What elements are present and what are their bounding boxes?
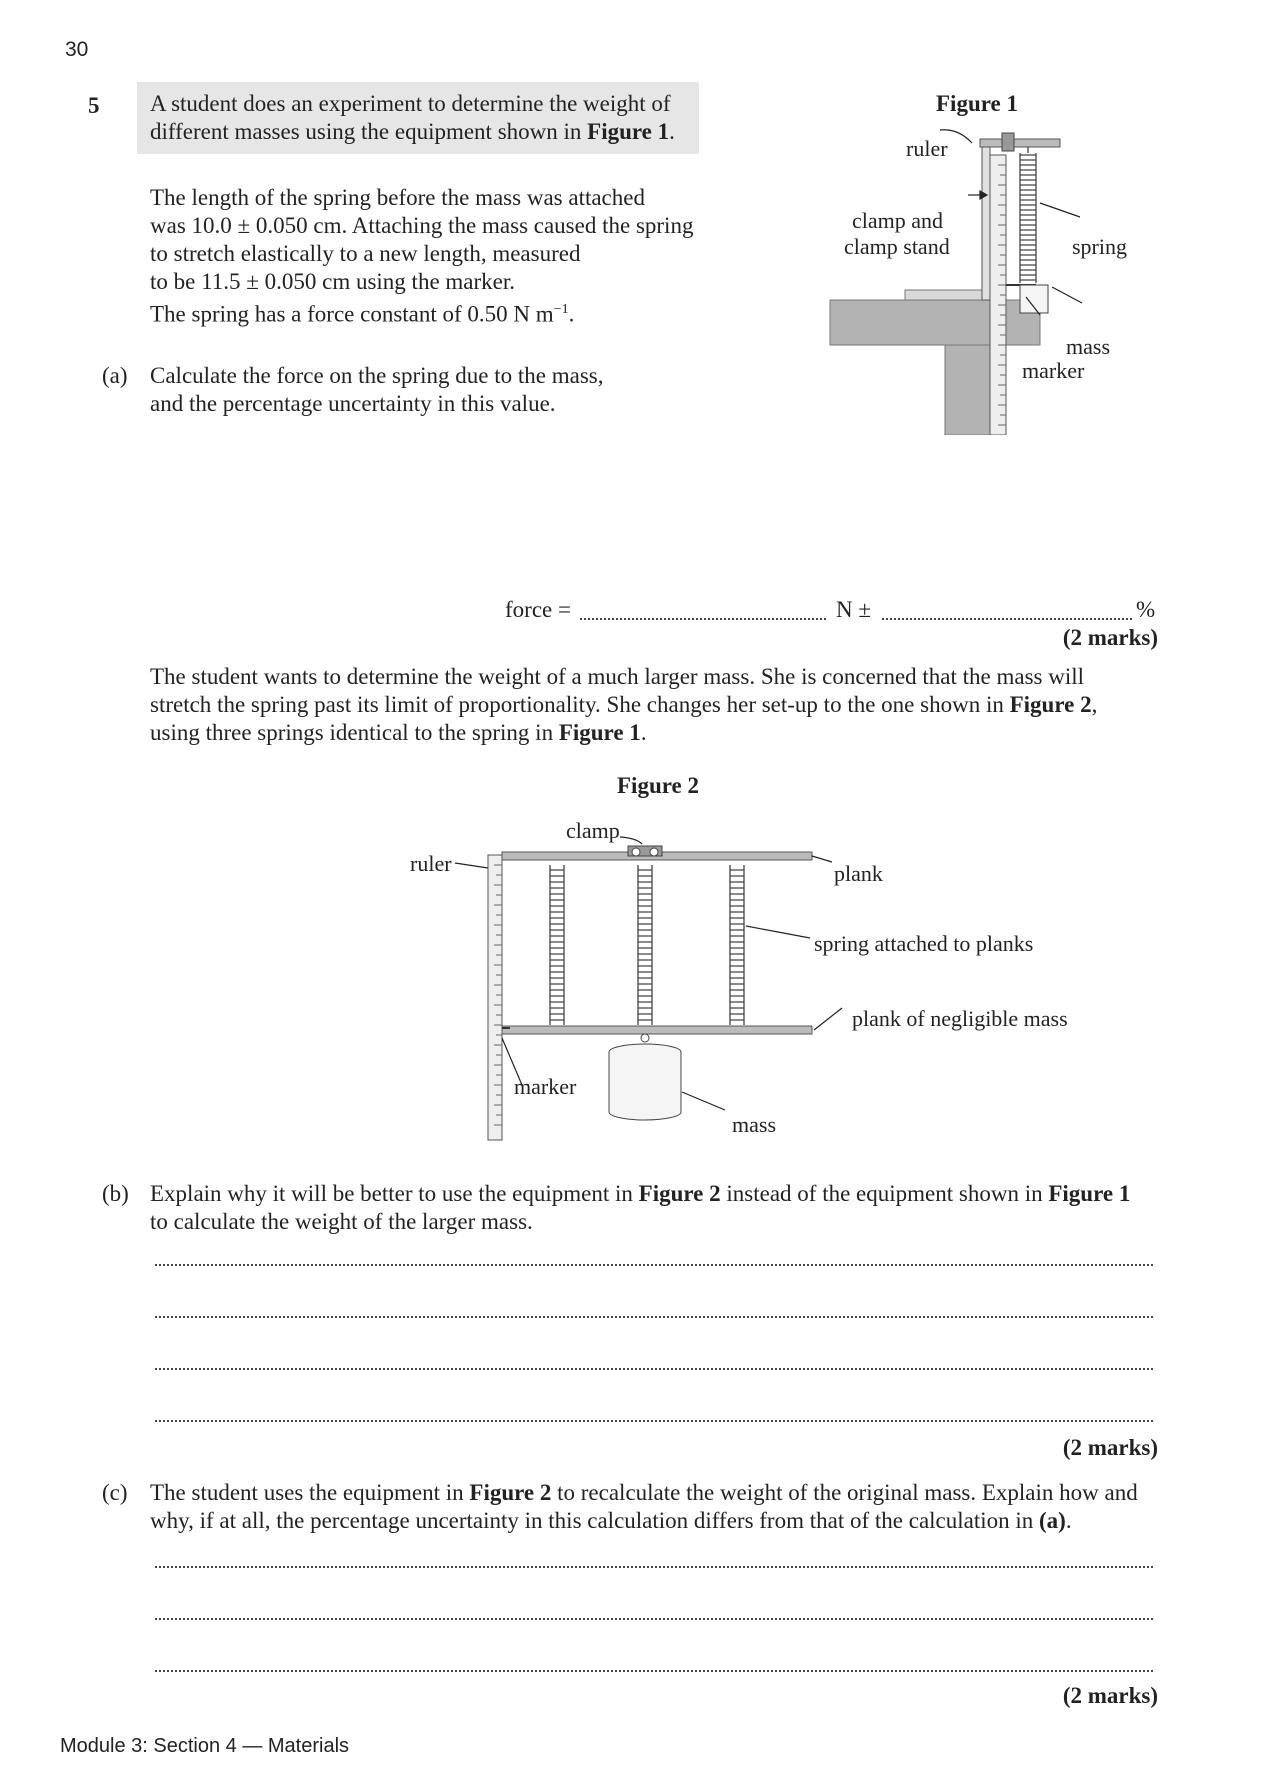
clamp-screw [1002, 133, 1014, 151]
part-b-line-2: to calculate the weight of the larger mass. [150, 1209, 533, 1234]
bench-leg [945, 345, 990, 435]
spring-arrow [1040, 203, 1080, 217]
ruler-arrow [455, 863, 488, 868]
uncertainty-answer-line[interactable] [882, 596, 1132, 620]
fig2-label-ruler: ruler [410, 851, 452, 876]
force-answer-line[interactable] [580, 596, 826, 620]
setup-line-3: to stretch elastically to a new length, measured [150, 241, 581, 266]
fig1-label-marker: marker [1022, 358, 1085, 383]
fig2-label-marker: marker [514, 1074, 577, 1099]
question-number: 5 [88, 93, 100, 118]
part-a-marks: (2 marks) [1062, 625, 1158, 650]
part-c-label: (c) [102, 1480, 128, 1505]
spring-arrow [746, 926, 810, 938]
answer-line-c-3[interactable] [155, 1670, 1153, 1672]
transition-line-1: The student wants to determine the weight of a much larger mass. She is concerned that the mass will [150, 664, 1085, 689]
transition-line-2: stretch the spring past its limit of proportionality. She changes her set-up to the one shown in Figure 2, [150, 692, 1098, 717]
mass-body [609, 1052, 681, 1120]
page-number: 30 [65, 38, 89, 61]
percent-unit: % [1136, 597, 1156, 622]
spring-middle [638, 865, 652, 1025]
fig1-label-clamp-1: clamp and [852, 208, 944, 233]
fig1-label-mass: mass [1066, 334, 1110, 359]
fig2-label-mass: mass [732, 1112, 776, 1137]
answer-line-b-3[interactable] [155, 1368, 1153, 1370]
answer-line-c-2[interactable] [155, 1618, 1153, 1620]
spring-left [550, 865, 564, 1025]
force-label: force = [505, 597, 571, 622]
fig2-label-spring: spring attached to planks [814, 931, 1034, 956]
setup-line-2: was 10.0 ± 0.050 cm. Attaching the mass caused the spring [150, 213, 694, 238]
clamp-stand-rod [982, 143, 990, 300]
figure1-diagram [820, 125, 1140, 435]
intro-line-2: different masses using the equipment shown in Figure 1. [150, 119, 675, 144]
hook [641, 1034, 649, 1042]
footer: Module 3: Section 4 — Materials [60, 1735, 350, 1757]
part-a-line-2: and the percentage uncertainty in this value. [150, 391, 556, 416]
bottom-plank [502, 1026, 812, 1034]
fig1-label-ruler: ruler [906, 136, 948, 161]
fig2-label-clamp: clamp [566, 818, 620, 843]
part-a-line-1: Calculate the force on the spring due to the mass, [150, 363, 604, 388]
figure1-title: Figure 1 [936, 91, 1018, 116]
mass-arrow [1052, 287, 1082, 303]
ruler [488, 855, 502, 1140]
part-c-line-1: The student uses the equipment in Figure 2 to recalculate the weight of the original mass. Explain how and [150, 1480, 1138, 1505]
intro-line-1: A student does an experiment to determine the weight of [150, 91, 671, 116]
part-a-label: (a) [102, 363, 128, 388]
part-b-label: (b) [102, 1181, 129, 1206]
transition-line-3: using three springs identical to the spring in Figure 1. [150, 720, 647, 745]
figure2-title: Figure 2 [617, 773, 699, 798]
part-c-marks: (2 marks) [1062, 1683, 1158, 1708]
plank-arrow [812, 856, 832, 862]
fig1-label-spring: spring [1072, 234, 1127, 259]
answer-line-b-2[interactable] [155, 1316, 1153, 1318]
fig1-label-clamp-2: clamp stand [844, 234, 950, 259]
part-b-line-1: Explain why it will be better to use the equipment in Figure 2 instead of the equipment shown in Figure 1 [150, 1181, 1131, 1206]
spring-coil [1020, 147, 1036, 283]
setup-line-5: The spring has a force constant of 0.50 N $m^{-1}$. [150, 301, 575, 327]
setup-line-1: The length of the spring before the mass was attached [150, 185, 645, 210]
part-b-marks: (2 marks) [1062, 1435, 1158, 1460]
clamp-arrow [620, 837, 642, 844]
clamp-arm [980, 139, 1060, 147]
answer-line-c-1[interactable] [155, 1566, 1153, 1568]
mass-arrow [682, 1092, 725, 1110]
mass-block [1020, 285, 1048, 313]
figure2-diagram [400, 830, 900, 1150]
fig2-label-plank: plank [834, 861, 883, 886]
answer-line-b-1[interactable] [155, 1264, 1153, 1266]
force-unit: N ± [836, 597, 871, 622]
fig2-label-plank-negligible: plank of negligible mass [852, 1006, 1068, 1031]
part-c-line-2: why, if at all, the percentage uncertainty in this calculation differs from that of the calculation in (a). [150, 1508, 1072, 1533]
bench-top [830, 300, 1040, 345]
setup-line-4: to be 11.5 ± 0.050 cm using the marker. [150, 269, 516, 294]
plank-negligible-arrow [814, 1008, 842, 1030]
answer-line-b-4[interactable] [155, 1420, 1153, 1422]
spring-right [730, 865, 744, 1025]
